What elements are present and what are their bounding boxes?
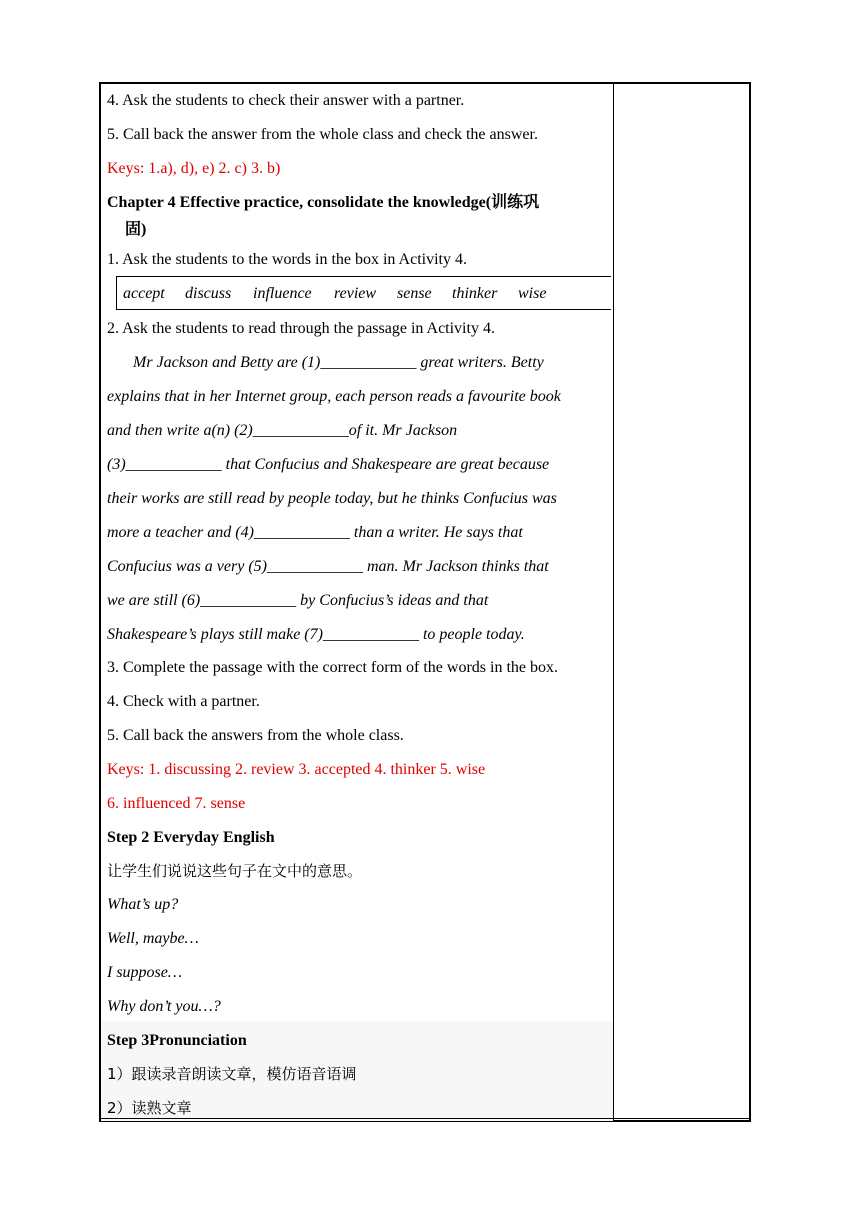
- lesson-table: [99, 82, 751, 1122]
- word-box-word: sense: [397, 285, 432, 302]
- instruction-line: 4. Check with a partner.: [107, 693, 260, 710]
- instruction-line: 5. Call back the answers from the whole class.: [107, 727, 404, 744]
- instruction-line: 4. Ask the students to check their answer with a partner.: [107, 92, 465, 109]
- instruction-line: 1）跟读录音朗读文章，模仿语音语调: [107, 1065, 357, 1083]
- phrase-line: I suppose…: [107, 964, 183, 981]
- instruction-line: 2）读熟文章: [107, 1099, 192, 1117]
- answer-keys: Keys: 1.a), d), e) 2. c) 3. b): [107, 160, 281, 177]
- right-column: [614, 83, 750, 1121]
- passage-line: Shakespeare’s plays still make (7)____________ to people today.: [107, 626, 525, 643]
- passage-line: (3)____________ that Confucius and Shakespeare are great because: [107, 456, 550, 473]
- instruction-line: 1. Ask the students to the words in the box in Activity 4.: [107, 251, 467, 268]
- passage-line: and then write a(n) (2)____________of it. Mr Jackson: [107, 422, 458, 439]
- phrase-line: Well, maybe…: [107, 930, 199, 947]
- chapter-heading-cont: 固): [125, 221, 147, 238]
- instruction-line: 5. Call back the answer from the whole class and check the answer.: [107, 126, 538, 143]
- phrase-line: Why don’t you…?: [107, 998, 221, 1015]
- step-heading: Step 2 Everyday English: [107, 829, 275, 846]
- chapter-heading: Chapter 4 Effective practice, consolidate the knowledge(训练巩: [107, 194, 540, 211]
- word-box-word: thinker: [452, 285, 498, 302]
- word-box-word: accept: [123, 285, 165, 302]
- step-heading: Step 3Pronunciation: [107, 1032, 247, 1049]
- instruction-line: 让学生们说说这些句子在文中的意思。: [107, 862, 363, 880]
- phrase-line: What’s up?: [107, 896, 179, 913]
- instruction-line: 2. Ask the students to read through the passage in Activity 4.: [107, 320, 495, 337]
- passage-line: more a teacher and (4)____________ than a writer. He says that: [107, 524, 523, 541]
- passage-line: Mr Jackson and Betty are (1)____________ great writers. Betty: [133, 354, 544, 371]
- passage-line: explains that in her Internet group, each person reads a favourite book: [107, 388, 561, 405]
- word-box-word: wise: [518, 285, 547, 302]
- word-box-word: review: [334, 285, 377, 302]
- instruction-line: 3. Complete the passage with the correct form of the words in the box.: [107, 659, 558, 676]
- passage-line: Confucius was a very (5)____________ man. Mr Jackson thinks that: [107, 558, 549, 575]
- word-box-word: influence: [253, 285, 312, 302]
- word-box: [116, 276, 611, 310]
- answer-keys: 6. influenced 7. sense: [107, 795, 246, 812]
- passage-line: we are still (6)____________ by Confucius’s ideas and that: [107, 592, 489, 609]
- passage-line: their works are still read by people today, but he thinks Confucius was: [107, 490, 557, 507]
- answer-keys: Keys: 1. discussing 2. review 3. accepted 4. thinker 5. wise: [107, 761, 486, 778]
- word-box-word: discuss: [185, 285, 232, 302]
